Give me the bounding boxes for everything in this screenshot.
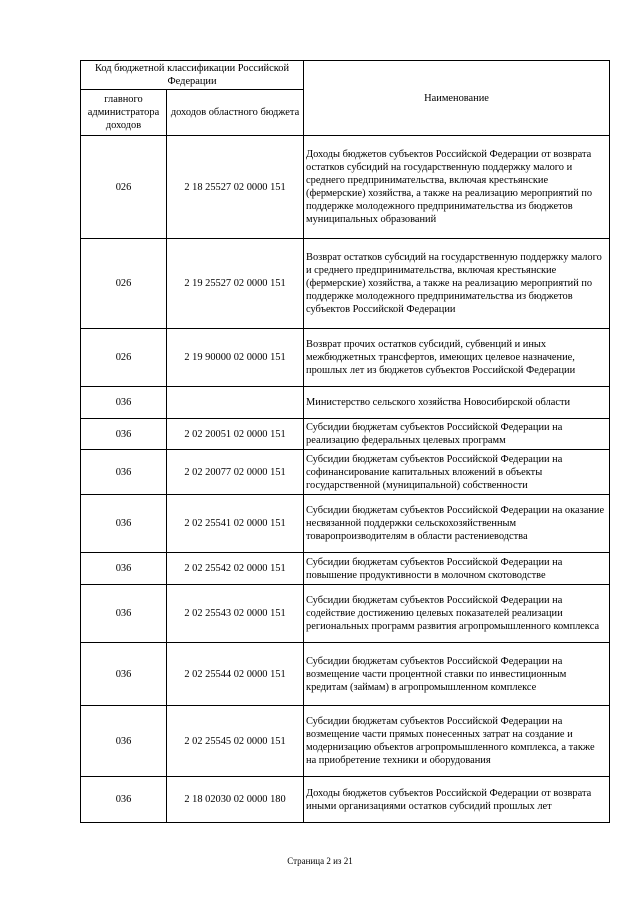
budget-classification-table xyxy=(80,60,610,823)
income-code-cell: 2 02 25541 02 0000 151 xyxy=(167,495,304,553)
table-row xyxy=(81,585,610,643)
name-cell: Доходы бюджетов субъектов Российской Федерации от возврата иными организациями остатков субсидий прошлых лет xyxy=(304,777,610,823)
income-code-cell: 2 18 25527 02 0000 151 xyxy=(167,136,304,239)
income-code-cell: 2 02 20051 02 0000 151 xyxy=(167,419,304,450)
header-group-title: Код бюджетной классификации Российской Федерации xyxy=(81,61,304,90)
income-code-cell: 2 02 25542 02 0000 151 xyxy=(167,553,304,585)
name-cell: Субсидии бюджетам субъектов Российской Федерации на повышение продуктивности в молочном скотоводстве xyxy=(304,553,610,585)
name-cell: Субсидии бюджетам субъектов Российской Федерации на реализацию федеральных целевых программ xyxy=(304,419,610,450)
income-code-cell: 2 19 90000 02 0000 151 xyxy=(167,329,304,387)
table-row xyxy=(81,706,610,777)
table-row xyxy=(81,329,610,387)
admin-code-cell: 026 xyxy=(81,329,167,387)
name-cell: Доходы бюджетов субъектов Российской Федерации от возврата остатков субсидий на государственную поддержку малого и среднего предпринимательства, включая крестьянские (фермерские) хозяйства, а также на реализацию мероприятий по поддержке молодежного предпринимательства из бюджетов муниципальных образований xyxy=(304,136,610,239)
income-code-cell: 2 02 20077 02 0000 151 xyxy=(167,450,304,495)
name-cell: Субсидии бюджетам субъектов Российской Федерации на софинансирование капитальных вложений в объекты государственной (муниципальной) собственности xyxy=(304,450,610,495)
name-cell: Субсидии бюджетам субъектов Российской Федерации на оказание несвязанной поддержки сельскохозяйственным товаропроизводителям в области растениеводства xyxy=(304,495,610,553)
table-row xyxy=(81,239,610,329)
income-code-cell: 2 19 25527 02 0000 151 xyxy=(167,239,304,329)
table-row xyxy=(81,777,610,823)
admin-code-cell: 036 xyxy=(81,419,167,450)
name-cell: Субсидии бюджетам субъектов Российской Федерации на содействие достижению целевых показателей реализации региональных программ развития агропромышленного комплекса xyxy=(304,585,610,643)
income-code-cell: 2 02 25543 02 0000 151 xyxy=(167,585,304,643)
table-row xyxy=(81,495,610,553)
admin-code-cell: 036 xyxy=(81,643,167,706)
admin-code-cell: 036 xyxy=(81,777,167,823)
income-code-cell: 2 02 25544 02 0000 151 xyxy=(167,643,304,706)
admin-code-cell: 036 xyxy=(81,553,167,585)
income-code-cell: 2 02 25545 02 0000 151 xyxy=(167,706,304,777)
table-row xyxy=(81,450,610,495)
income-code-cell: 2 18 02030 02 0000 180 xyxy=(167,777,304,823)
admin-code-cell: 036 xyxy=(81,706,167,777)
table-row xyxy=(81,419,610,450)
name-cell: Возврат прочих остатков субсидий, субвенций и иных межбюджетных трансфертов, имеющих целевое назначение, прошлых лет из бюджетов субъектов Российской Федерации xyxy=(304,329,610,387)
admin-code-cell: 026 xyxy=(81,239,167,329)
table-row xyxy=(81,553,610,585)
income-code-cell xyxy=(167,387,304,419)
name-cell: Субсидии бюджетам субъектов Российской Федерации на возмещение части процентной ставки по инвестиционным кредитам (займам) в агропромышленном комплексе xyxy=(304,643,610,706)
admin-code-cell: 036 xyxy=(81,495,167,553)
ministry-name-cell: Министерство сельского хозяйства Новосибирской области xyxy=(304,387,610,419)
admin-code-cell: 036 xyxy=(81,585,167,643)
page-number: Страница 2 из 21 xyxy=(287,856,353,866)
name-cell: Субсидии бюджетам субъектов Российской Федерации на возмещение части прямых понесенных затрат на создание и модернизацию объектов агропромышленного комплекса, а также на приобретение техники и оборудования xyxy=(304,706,610,777)
table-row xyxy=(81,643,610,706)
header-name: Наименование xyxy=(304,61,610,136)
table-row xyxy=(81,136,610,239)
header-income: доходов областного бюджета xyxy=(167,90,304,136)
admin-code-cell: 026 xyxy=(81,136,167,239)
admin-code-cell: 036 xyxy=(81,387,167,419)
name-cell: Возврат остатков субсидий на государственную поддержку малого и среднего предпринимательства, включая крестьянские (фермерские) хозяйства, а также на реализацию мероприятий по поддержке молодежного предпринимательства из бюджетов субъектов Российской Федерации xyxy=(304,239,610,329)
table-row xyxy=(81,387,610,419)
header-admin: главного администратора доходов xyxy=(81,90,167,136)
admin-code-cell: 036 xyxy=(81,450,167,495)
